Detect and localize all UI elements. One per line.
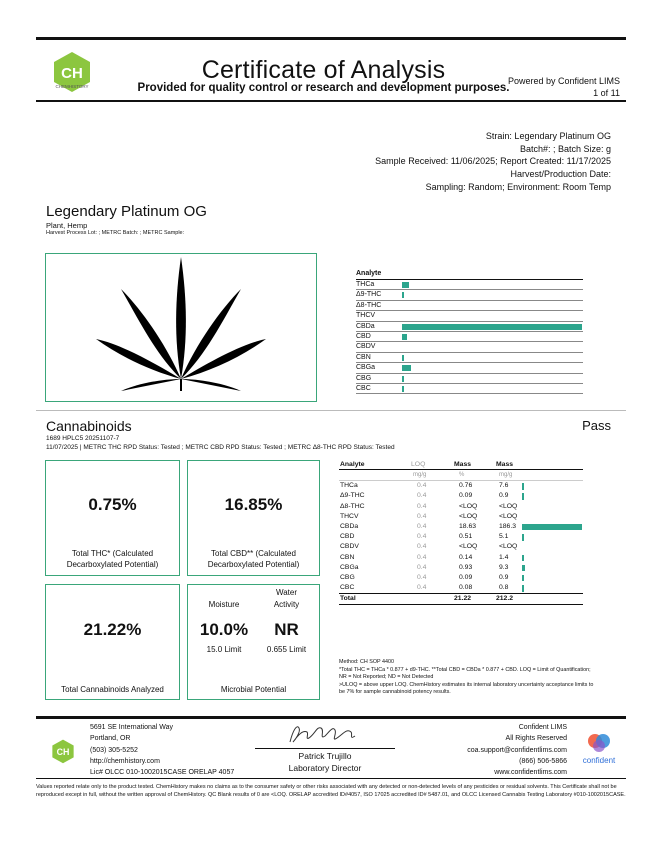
harvest-date: Harvest/Production Date: xyxy=(510,169,611,180)
total-cbd-box xyxy=(187,460,320,576)
lab-website: http://chemhistory.com xyxy=(90,757,160,765)
page-title: Certificate of Analysis xyxy=(201,56,446,84)
footer-logo-text: CH xyxy=(56,746,70,757)
cell-pct: <LOQ xyxy=(459,543,478,551)
signer-title: Laboratory Director xyxy=(288,763,362,773)
logo-caption: CHEMHISTORY xyxy=(55,84,89,89)
cell-analyte: CBC xyxy=(340,584,355,592)
table-header-row xyxy=(339,460,583,470)
mini-chart-bar xyxy=(402,282,409,288)
mini-chart-label: CBC xyxy=(356,384,371,392)
cell-analyte: CBN xyxy=(340,553,355,561)
cell-mg: 0.9 xyxy=(499,492,509,500)
total-cbd-label-2: Decarboxylated Potential) xyxy=(207,560,300,569)
header-analyte: Analyte xyxy=(340,461,365,468)
signature-line xyxy=(255,748,395,749)
cell-pct: 0.08 xyxy=(459,584,473,592)
mini-chart-row xyxy=(356,301,583,311)
pass-status: Pass xyxy=(582,418,611,433)
lab-license: Lic# OLCC 010-1002015CASE ORELAP 4057 xyxy=(90,769,235,777)
cell-pct: 0.09 xyxy=(459,573,473,581)
product-name: Legendary Platinum OG xyxy=(46,203,207,220)
mini-chart-bar xyxy=(402,386,404,392)
footer-rule xyxy=(36,716,626,719)
cell-analyte: Δ9-THC xyxy=(340,492,365,500)
cell-loq: 0.4 xyxy=(417,492,427,500)
disclaimer: Values reported relate only to the product tested. ChemHistory makes no claims as to the consumer safety or other risks associated with any detected or non-detected levels of any pesticides or residual solvents. This Certificate shall not be reproduced except in full, without the written approval of ChemHistory. QC Blank results of 0 are <LOQ. ORELAP accredited ID#4057, ISO 17025 accredited ID# 5487.01, and OLCC Licensed Cannabis Testing Laboratory #010-1002015CASE. xyxy=(36,784,626,798)
mini-chart-label: CBG xyxy=(356,374,372,382)
unit-loq: mg/g xyxy=(413,472,427,478)
cannabis-leaf-icon xyxy=(46,254,316,401)
cell-mg: 0.9 xyxy=(499,573,509,581)
mini-chart-row xyxy=(356,384,583,394)
product-type: Plant, Hemp xyxy=(46,221,88,230)
table-row xyxy=(339,553,583,563)
cell-pct: <LOQ xyxy=(459,502,478,510)
cell-loq: 0.4 xyxy=(417,553,427,561)
mini-chart-bar xyxy=(402,292,404,298)
table-row xyxy=(339,481,583,491)
table-bar xyxy=(522,483,524,490)
mini-chart-row xyxy=(356,353,583,363)
method-id: 1689 HPLC5 20251107-7 xyxy=(46,435,120,442)
water-activity-header-1: Water xyxy=(275,588,298,597)
table-units-row xyxy=(339,470,583,481)
total-cbd-label-1: Total CBD** (Calculated xyxy=(211,549,296,558)
table-bar xyxy=(522,493,524,500)
table-row xyxy=(339,573,583,583)
total-cannabinoids-label: Total Cannabinoids Analyzed xyxy=(61,685,164,694)
mini-chart-row xyxy=(356,363,583,373)
section-rule xyxy=(36,410,626,411)
total-cbd-value: 16.85% xyxy=(224,495,283,514)
cell-pct: 0.93 xyxy=(459,563,473,571)
strain: Strain: Legendary Platinum OG xyxy=(485,131,611,141)
moisture-value: 10.0% xyxy=(199,620,249,639)
total-thc-value: 0.75% xyxy=(88,495,137,514)
mini-chart-row xyxy=(356,374,583,384)
cell-mg: 186.3 xyxy=(499,522,517,530)
address-line-2: Portland, OR xyxy=(90,735,131,743)
total-thc-label-1: Total THC* (Calculated xyxy=(71,549,154,558)
mini-chart-row xyxy=(356,322,583,332)
signature-image xyxy=(285,722,365,748)
mini-chart-row xyxy=(356,332,583,342)
table-total-row xyxy=(339,593,583,605)
mini-chart-bar xyxy=(402,355,404,361)
mini-chart-label: CBN xyxy=(356,353,371,361)
lims-info xyxy=(467,722,567,778)
cell-loq: 0.4 xyxy=(417,533,427,541)
total-cannabinoids-value: 21.22% xyxy=(83,620,142,639)
water-activity-header-2: Activity xyxy=(273,600,300,609)
harvest-info: Harvest Process Lot: ; METRC Batch: ; METRC Sample: xyxy=(46,230,185,236)
disclaimer-rule xyxy=(36,778,626,779)
total-cannabinoids-box xyxy=(45,584,180,700)
cell-pct: 0.09 xyxy=(459,492,473,500)
lims-email: coa.support@confidentlims.com xyxy=(467,746,567,754)
cell-mg: 0.8 xyxy=(499,584,509,592)
signer-name: Patrick Trujillo xyxy=(298,751,352,761)
cell-analyte: CBG xyxy=(340,573,355,581)
moisture-limit: 15.0 Limit xyxy=(206,645,242,654)
water-activity-value: NR xyxy=(274,620,299,639)
lims-phone: (866) 506-5866 xyxy=(519,757,567,765)
cell-mg: 7.6 xyxy=(499,482,509,490)
cell-analyte: THCa xyxy=(340,482,358,490)
cell-loq: 0.4 xyxy=(417,502,427,510)
powered-by-text: Powered by Confident LIMS xyxy=(507,76,620,86)
lims-line-2: All Rights Reserved xyxy=(505,735,567,743)
unit-pct: % xyxy=(459,472,465,478)
microbial-box xyxy=(187,584,320,700)
header-rule xyxy=(36,100,626,102)
cell-loq: 0.4 xyxy=(417,563,427,571)
cell-analyte: THCV xyxy=(340,512,359,520)
mini-chart-label: Δ8-THC xyxy=(356,301,382,309)
mini-chart-row xyxy=(356,290,583,300)
table-bar xyxy=(522,555,524,562)
cell-analyte: CBDV xyxy=(340,543,359,551)
cell-mg: 1.4 xyxy=(499,553,509,561)
page-number: 1 of 11 xyxy=(593,88,620,98)
table-row xyxy=(339,563,583,573)
rpd-status: 11/07/2025 | METRC THC RPD Status: Tested ; METRC CBD RPD Status: Tested ; METRC Δ8-THC RPD Status: Tested xyxy=(46,444,395,451)
mini-chart-label: THCa xyxy=(356,281,375,288)
mini-chart-label: CBGa xyxy=(356,364,376,372)
mini-chart-row xyxy=(356,280,583,290)
cell-analyte: CBDa xyxy=(340,522,359,530)
header-mass-pct: Mass xyxy=(454,461,472,468)
cell-analyte: CBD xyxy=(340,533,355,541)
cell-loq: 0.4 xyxy=(417,482,427,490)
table-row xyxy=(339,532,583,542)
cell-analyte: CBGa xyxy=(340,563,359,571)
mini-chart-bar xyxy=(402,365,411,371)
total-thc-box xyxy=(45,460,180,576)
address-line-1: 5691 SE International Way xyxy=(90,724,174,731)
cell-pct: 0.76 xyxy=(459,482,473,490)
total-pct: 21.22 xyxy=(454,595,472,603)
cell-loq: 0.4 xyxy=(417,543,427,551)
mini-chart-bar xyxy=(402,334,407,340)
cell-analyte: Δ8-THC xyxy=(340,502,365,510)
mini-chart-row xyxy=(356,342,583,352)
mini-chart-label: THCV xyxy=(356,312,376,320)
cell-loq: 0.4 xyxy=(417,584,427,592)
cannabinoid-table xyxy=(339,460,583,605)
mini-chart-bar xyxy=(402,376,404,382)
lims-line-1: Confident LIMS xyxy=(518,724,567,731)
table-row xyxy=(339,502,583,512)
cell-loq: 0.4 xyxy=(417,573,427,581)
cell-loq: 0.4 xyxy=(417,512,427,520)
analyte-mini-chart xyxy=(356,270,583,394)
powered-by xyxy=(508,75,620,99)
table-bar xyxy=(522,524,582,531)
cell-mg: 5.1 xyxy=(499,533,509,541)
water-activity-limit: 0.655 Limit xyxy=(266,645,307,654)
sample-info xyxy=(375,130,611,194)
mini-chart-label: CBDV xyxy=(356,343,376,351)
lab-address xyxy=(90,722,234,778)
cell-mg: <LOQ xyxy=(499,512,518,520)
section-title: Cannabinoids xyxy=(46,418,132,434)
table-bar xyxy=(522,565,525,572)
sampling: Sampling: Random; Environment: Room Temp xyxy=(425,181,611,192)
mini-chart-label: CBDa xyxy=(356,322,375,330)
cell-pct: 0.51 xyxy=(459,533,473,541)
table-row xyxy=(339,491,583,501)
logo-text: CH xyxy=(61,65,83,82)
batch: Batch#: ; Batch Size: g xyxy=(519,143,611,154)
cell-pct: 18.63 xyxy=(459,522,477,530)
top-rule xyxy=(36,37,626,40)
method-line-1: Method: CH SOP 4400 xyxy=(339,659,395,665)
table-row xyxy=(339,542,583,552)
confident-logo-icon xyxy=(586,732,612,754)
confident-logo-text: confident xyxy=(582,756,616,765)
table-bar xyxy=(522,575,524,582)
lab-phone: (503) 305-5252 xyxy=(90,746,138,754)
header-loq: LOQ xyxy=(411,461,426,468)
method-line-3: >ULOQ = above upper LOQ. ChemHistory estimates its internal laboratory uncertainty acceptance limits to be 7% for sample cannabinoid potency results. xyxy=(339,681,594,696)
header-mass-mg: Mass xyxy=(496,461,514,468)
footer-logo-icon xyxy=(50,738,76,766)
moisture-header: Moisture xyxy=(208,600,240,609)
mini-chart-label: Δ9-THC xyxy=(356,291,382,299)
cell-mg: <LOQ xyxy=(499,543,518,551)
mini-chart-row xyxy=(356,311,583,321)
table-row xyxy=(339,583,583,593)
page-subtitle: Provided for quality control or research and development purposes. xyxy=(137,82,510,94)
method-notes xyxy=(339,659,594,697)
cell-loq: 0.4 xyxy=(417,522,427,530)
table-bar xyxy=(522,585,524,592)
mini-chart-label: CBD xyxy=(356,332,371,340)
table-row xyxy=(339,512,583,522)
total-thc-label-2: Decarboxylated Potential) xyxy=(66,560,159,569)
method-line-2: *Total THC = THCa * 0.877 + d9-THC. **Total CBD = CBDa * 0.877 + CBD. LOQ = Limit of Quantification; NR = Not Reported; ND = Not Detected xyxy=(339,666,591,681)
total-mg: 212.2 xyxy=(496,595,514,603)
microbial-label: Microbial Potential xyxy=(220,685,287,694)
table-row xyxy=(339,522,583,532)
cell-pct: <LOQ xyxy=(459,512,478,520)
unit-mg: mg/g xyxy=(499,472,513,478)
cell-mg: 9.3 xyxy=(499,563,509,571)
cell-mg: <LOQ xyxy=(499,502,518,510)
lims-website: www.confidentlims.com xyxy=(494,769,567,777)
table-bar xyxy=(522,534,524,541)
dates: Sample Received: 11/06/2025; Report Created: 11/17/2025 xyxy=(375,156,611,167)
mini-chart-header: Analyte xyxy=(356,270,583,280)
cell-pct: 0.14 xyxy=(459,553,473,561)
mini-chart-bar xyxy=(402,324,582,330)
product-image xyxy=(45,253,317,402)
total-label: Total xyxy=(340,595,356,603)
